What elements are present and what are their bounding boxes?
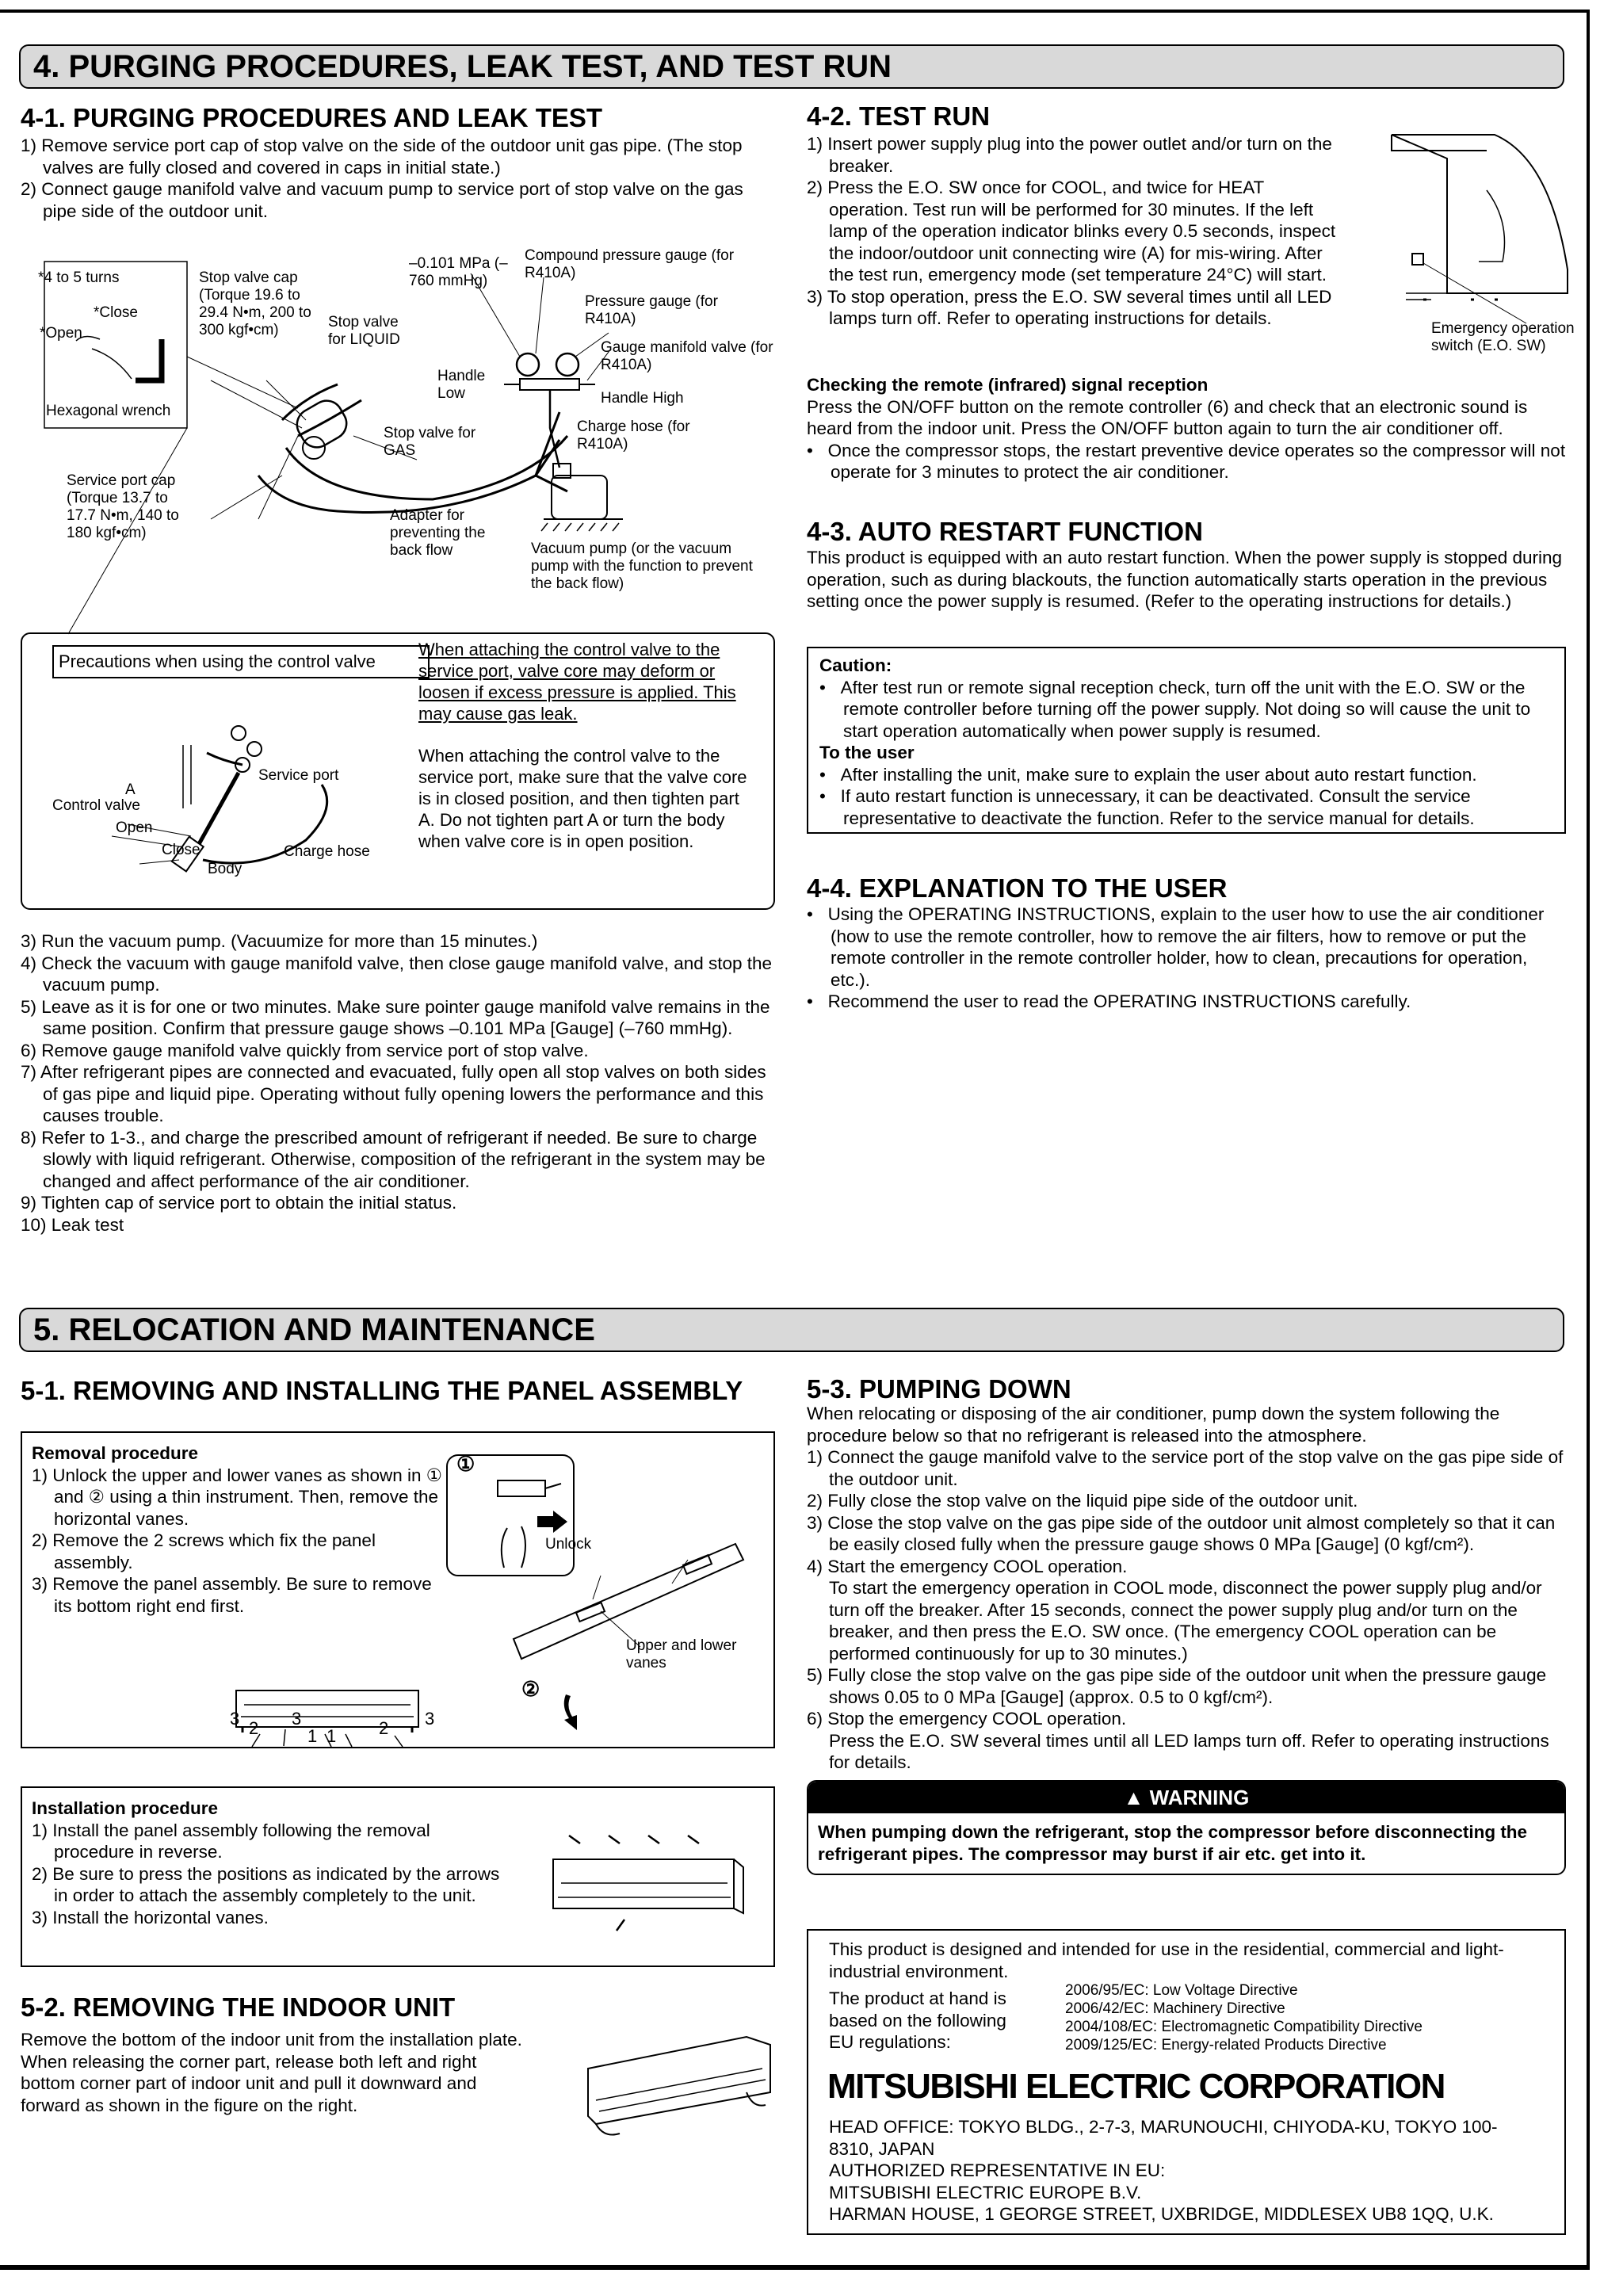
s53-step-6: 6) Stop the emergency COOL operation.	[807, 1709, 1127, 1729]
fig-handle-high-label: Handle High	[601, 390, 684, 407]
s53-step-3: 3) Close the stop valve on the gas pipe side of the outdoor unit almost completely so that it can be easily closed fully when the pressure gauge shows 0 MPa [Gauge] (0 kgf/cm²).	[807, 1512, 1556, 1554]
s52-para-1: Remove the bottom of the indoor unit from the installation plate.	[21, 2030, 522, 2050]
footer-box	[807, 1929, 1566, 2235]
installation-content	[32, 1797, 507, 1928]
caution-box	[807, 647, 1566, 834]
fig-stop-liquid-label: Stop valve for LIQUID	[328, 314, 400, 348]
heading-5-1: 5-1. REMOVING AND INSTALLING THE PANEL ASSEMBLY	[21, 1376, 743, 1405]
install-step-3: 3) Install the horizontal vanes.	[32, 1907, 269, 1927]
caution-title: Caution:	[819, 655, 892, 675]
s44-bullet-2: • Recommend the user to read the OPERATING INSTRUCTIONS carefully.	[807, 991, 1411, 1011]
section-5-title: 5. RELOCATION AND MAINTENANCE	[19, 1308, 1564, 1352]
s44-bullet-1: • Using the OPERATING INSTRUCTIONS, explain to the user how to use the air conditioner (how to use the remote controller, how to remove the air filters, how to remove or put the remote controller in the remote controller holder, how to clean, precautions for operation, etc.).	[807, 904, 1545, 990]
s41-step-1: 1) Remove service port cap of stop valve on the side of the outdoor unit gas pipe. (The stop valves are fully closed and covered in caps in initial state.)	[21, 136, 743, 178]
s52-para-2: When releasing the corner part, release both left and right bottom corner part of indoor unit and pull it downward and forward as shown in the figure on the right.	[21, 2051, 477, 2115]
removal-step-1: 1) Unlock the upper and lower vanes as shown in ① and ② using a thin instrument. Then, remove the horizontal vanes.	[32, 1465, 442, 1529]
remote-check-text: Press the ON/OFF button on the remote controller (6) and check that an electronic sound is heard from the indoor unit. Press the ON/OFF button again to turn the air conditioner off.	[807, 396, 1528, 438]
cv-close-label: Close	[162, 842, 200, 858]
warning-box	[807, 1780, 1566, 1875]
screw-num-3c: 3	[425, 1709, 435, 1729]
fig-compound-gauge-label: Compound pressure gauge (for R410A)	[525, 247, 735, 281]
s41-step-4: 4) Check the vacuum with gauge manifold valve, then close gauge manifold valve, and stop the vacuum pump.	[21, 953, 773, 995]
s42-step-1: 1) Insert power supply plug into the power outlet and/or turn on the breaker.	[807, 134, 1332, 176]
footer-intro: This product is designed and intended for use in the residential, commercial and light-industrial environment.	[829, 1939, 1504, 1981]
corporation-name: MITSUBISHI ELECTRIC CORPORATION	[827, 2067, 1445, 2106]
removal-title: Removal procedure	[32, 1443, 199, 1463]
eu-rep-title: AUTHORIZED REPRESENTATIVE IN EU:	[829, 2160, 1166, 2180]
s41-step-7: 7) After refrigerant pipes are connected and evacuated, fully open all stop valves on both sides of gas pipe and liquid pipe. Operating without fully opening lowers the performance and this causes trouble.	[21, 1062, 766, 1125]
s53-step-5: 5) Fully close the stop valve on the gas pipe side of the outdoor unit when the pressure gauge shows 0.05 to 0 MPa [Gauge] (approx. 0.5 to 0 kgf/cm²).	[807, 1665, 1547, 1707]
installation-procedure-box	[21, 1786, 775, 1967]
heading-4-2: 4-2. TEST RUN	[807, 101, 991, 131]
vanes-label: Upper and lower vanes	[626, 1637, 737, 1671]
fig-open-label: *Open	[40, 325, 82, 342]
s41-step-10: 10) Leak test	[21, 1214, 124, 1235]
caution-bullet: • After test run or remote signal reception check, turn off the unit with the E.O. SW or the remote controller before turning off the power supply. Not doing so will cause the unit to start operation automatically when power supply is resumed.	[819, 677, 1531, 741]
s41-step-9: 9) Tighten cap of service port to obtain the initial status.	[21, 1193, 457, 1213]
directive-2: 2006/42/EC: Machinery Directive	[1065, 2000, 1285, 2017]
fig-service-cap-label: Service port cap (Torque 13.7 to 17.7 N•m, 140 to 180 kgf•cm)	[67, 472, 179, 541]
cv-a-label: A	[125, 781, 136, 798]
heading-5-2: 5-2. REMOVING THE INDOOR UNIT	[21, 1992, 456, 2022]
removal-step-3: 3) Remove the panel assembly. Be sure to remove its bottom right end first.	[32, 1574, 432, 1616]
directive-4: 2009/125/EC: Energy-related Products Directive	[1065, 2037, 1387, 2053]
eu-rep-address: HARMAN HOUSE, 1 GEORGE STREET, UXBRIDGE, MIDDLESEX UB8 1QQ, U.K.	[829, 2204, 1494, 2224]
s41-step-3: 3) Run the vacuum pump. (Vacuumize for more than 15 minutes.)	[21, 931, 538, 951]
screw-num-2a: 2	[249, 1718, 259, 1738]
screw-num-2b: 2	[379, 1718, 389, 1738]
purging-figure	[21, 238, 781, 634]
fig-wrench-label: Hexagonal wrench	[46, 403, 171, 419]
s42-step-2: 2) Press the E.O. SW once for COOL, and twice for HEAT operation. Test run will be performed for 30 minutes. If the left lamp of the operation indicator blinks every 0.5 seconds, inspect the indoor/outdoor unit connecting wire (A) for mis-wiring. After the test run, emergency mode (set temperature 24°C) will start.	[807, 178, 1336, 285]
cv-charge-hose-label: Charge hose	[284, 843, 370, 860]
warning-triangle-icon: ▲	[1123, 1786, 1144, 1809]
s43-text: This product is equipped with an auto restart function. When the power supply is stopped during operation, such as during blackouts, the function automatically starts operation in the previous setting once the power supply is resumed. (Refer to the operating instructions for details.)	[807, 548, 1563, 611]
install-step-1: 1) Install the panel assembly following the removal procedure in reverse.	[32, 1820, 430, 1862]
step-two-marker: ②	[521, 1677, 540, 1701]
precautions-title: Precautions when using the control valve	[52, 645, 430, 678]
heading-4-3: 4-3. AUTO RESTART FUNCTION	[807, 517, 1203, 546]
directives-list	[1065, 1981, 1423, 2054]
fig-close-label: *Close	[94, 304, 138, 321]
panel-install-diagram	[529, 1820, 767, 1946]
s44-bullets	[807, 904, 1568, 1013]
fig-manifold-label: Gauge manifold valve (for R410A)	[601, 339, 773, 373]
cv-control-valve-label: Control valve	[52, 797, 140, 814]
to-user-bullet-1: • After installing the unit, make sure to explain the user about auto restart function.	[819, 764, 1477, 785]
eu-rep-name: MITSUBISHI ELECTRIC EUROPE B.V.	[829, 2182, 1142, 2202]
eo-switch-label: Emergency operation switch (E.O. SW)	[1431, 320, 1575, 354]
remote-check-block	[807, 374, 1568, 483]
heading-5-3: 5-3. PUMPING DOWN	[807, 1374, 1071, 1404]
s53-step-4-detail: To start the emergency operation in COOL mode, disconnect the power supply plug and/or turn off the breaker. After 15 seconds, connect the power supply plug and/or turn on the breaker, and then press the E.O. SW once. (The emergency COOL operation can be performed continuously for up to 30 minutes.)	[829, 1578, 1542, 1664]
install-step-2: 2) Be sure to press the positions as indicated by the arrows in order to attach the assembly completely to the unit.	[32, 1863, 500, 1905]
s53-text	[807, 1403, 1568, 1774]
panel-removal-diagram	[22, 1433, 783, 1750]
s53-step-4: 4) Start the emergency COOL operation.	[807, 1556, 1128, 1576]
screw-num-3b: 3	[292, 1709, 302, 1729]
s41-step-2: 2) Connect gauge manifold valve and vacuum pump to service port of stop valve on the gas pipe side of the outdoor unit.	[21, 179, 743, 221]
s42-steps	[807, 133, 1342, 330]
directive-3: 2004/108/EC: Electromagnetic Compatibility Directive	[1065, 2019, 1423, 2035]
remote-check-heading: Checking the remote (infrared) signal reception	[807, 375, 1209, 395]
s53-step-1: 1) Connect the gauge manifold valve to the service port of the stop valve on the gas pipe side of the outdoor unit.	[807, 1447, 1564, 1489]
removal-step-2: 2) Remove the 2 screws which fix the panel assembly.	[32, 1530, 376, 1572]
fig-adapter-label: Adapter for preventing the back flow	[390, 507, 486, 559]
s41-step-5: 5) Leave as it is for one or two minutes. Make sure pointer gauge manifold valve remains in the same position. Confirm that pressure gauge shows –0.101 MPa [Gauge] (–760 mmHg).	[21, 996, 770, 1038]
fig-mpa-label: –0.101 MPa (–760 mmHg)	[409, 255, 508, 289]
s53-step-2: 2) Fully close the stop valve on the liquid pipe side of the outdoor unit.	[807, 1491, 1358, 1511]
fig-vacuum-pump-label: Vacuum pump (or the vacuum pump with the function to prevent the back flow)	[531, 541, 753, 592]
fig-pressure-gauge-label: Pressure gauge (for R410A)	[585, 293, 718, 327]
step-one-marker: ①	[456, 1452, 475, 1476]
frame-bottom-border	[0, 2265, 1590, 2270]
to-user-title: To the user	[819, 743, 915, 762]
caution-content	[819, 655, 1555, 829]
warning-header	[808, 1782, 1564, 1813]
screw-num-1a: 1	[307, 1726, 318, 1746]
screw-num-1b: 1	[327, 1726, 337, 1746]
precautions-underlined-text: When attaching the control valve to the service port, valve core may deform or loosen if excess pressure is applied. This may cause gas leak.	[418, 640, 736, 724]
warning-title: WARNING	[1149, 1786, 1250, 1809]
warning-text: When pumping down the refrigerant, stop the compressor before disconnecting the refrigerant pipes. The compressor may burst if air etc. get into it.	[818, 1822, 1528, 1864]
frame-top-border	[0, 10, 1590, 13]
precautions-text: When attaching the control valve to the service port, make sure that the valve core is in closed position, and then tighten part A. Do not tighten part A or turn the body when valve core is in open position.	[418, 746, 747, 851]
s52-text	[21, 2029, 528, 2116]
head-office: HEAD OFFICE: TOKYO BLDG., 2-7-3, MARUNOUCHI, CHIYODA-KU, TOKYO 100-8310, JAPAN	[829, 2117, 1498, 2159]
removal-procedure-box	[21, 1431, 775, 1748]
to-user-bullet-2: • If auto restart function is unnecessary, it can be deactivated. Consult the service representative to deactivate the function. Refer to the service manual for details.	[819, 786, 1475, 828]
footer-product-label: The product at hand is based on the following EU regulations:	[829, 1988, 1006, 2052]
s53-intro: When relocating or disposing of the air conditioner, pump down the system following the procedure below so that no refrigerant is released into the atmosphere.	[807, 1404, 1500, 1446]
fig-turns-label: *4 to 5 turns	[38, 269, 120, 286]
directive-1: 2006/95/EC: Low Voltage Directive	[1065, 1982, 1298, 1999]
indoor-unit-eo-diagram	[1384, 127, 1574, 333]
cv-body-label: Body	[208, 861, 242, 877]
s41-intro-steps	[21, 135, 777, 222]
fig-handle-low-label: Handle Low	[437, 368, 486, 402]
s53-step-6-detail: Press the E.O. SW several times until all LED lamps turn off. Refer to operating instructions for details.	[829, 1730, 1549, 1772]
screw-num-3a: 3	[230, 1709, 240, 1729]
section-4-title: 4. PURGING PROCEDURES, LEAK TEST, AND TEST RUN	[19, 44, 1564, 89]
s41-step-6: 6) Remove gauge manifold valve quickly from service port of stop valve.	[21, 1040, 589, 1060]
precautions-box	[21, 632, 775, 910]
heading-4-4: 4-4. EXPLANATION TO THE USER	[807, 873, 1228, 903]
fig-stop-gas-label: Stop valve for GAS	[384, 425, 476, 459]
footer-addresses	[829, 2116, 1526, 2225]
s41-step-8: 8) Refer to 1-3., and charge the prescribed amount of refrigerant if needed. Be sure to charge slowly with liquid refrigerant. Otherwise, composition of the refrigerant in the system may be changed and affect performance of the air conditioner.	[21, 1127, 766, 1191]
unlock-label: Unlock	[545, 1536, 592, 1553]
s41-remaining-steps	[21, 930, 777, 1236]
remote-check-bullet: • Once the compressor stops, the restart preventive device operates so the compressor will not operate for 3 minutes to protect the air conditioner.	[807, 440, 1566, 482]
indoor-unit-removal-diagram	[572, 2029, 778, 2140]
cv-service-port-label: Service port	[258, 767, 339, 784]
heading-4-1: 4-1. PURGING PROCEDURES AND LEAK TEST	[21, 103, 603, 132]
cv-open-label: Open	[116, 819, 153, 836]
fig-charge-hose-label: Charge hose (for R410A)	[577, 418, 690, 453]
fig-stop-cap-label: Stop valve cap (Torque 19.6 to 29.4 N•m, 200 to 300 kgf•cm)	[199, 269, 311, 338]
installation-title: Installation procedure	[32, 1798, 219, 1818]
s42-step-3: 3) To stop operation, press the E.O. SW several times until all LED lamps turn off. Refer to operating instructions for details.	[807, 286, 1332, 328]
